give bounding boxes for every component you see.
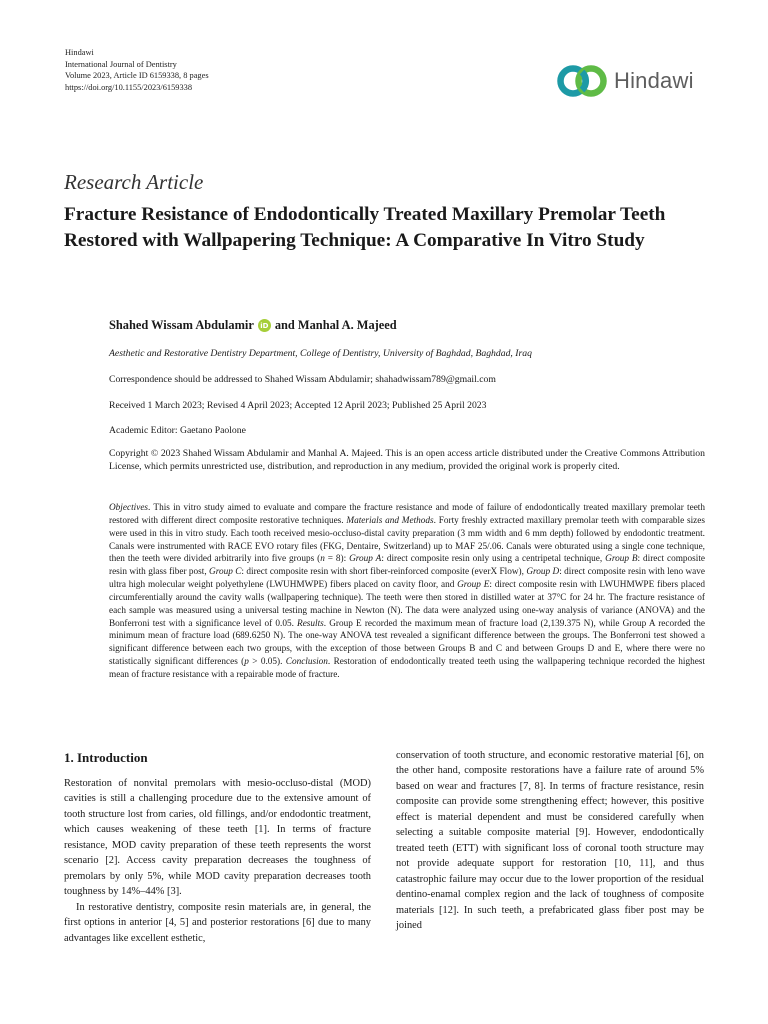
abstract-objectives-label: Objectives (109, 503, 149, 513)
abstract-methods-text: . Forty freshly extracted maxillary premolar teeth with comparable sizes were used in this in vitro study. Each tooth received mesio-occluso-distal cavity preparation (3 mm width and 6 mm depth) followed by endodontic treatment. Canals were instrumented with RACE EVO rotary files (FKG, Dentaire, Switzerland) up to MAF 25/.06. Canals were obturated using a single cone technique, then the teeth were divided arbitrarily into five groups ( (109, 515, 705, 565)
volume-info: Volume 2023, Article ID 6159338, 8 pages (65, 71, 209, 81)
introduction-heading: 1. Introduction (64, 750, 148, 765)
abstract-p-variable: p (244, 657, 249, 668)
abstract-conclusion-label: Conclusion (285, 657, 328, 668)
group-d-text: : direct composite resin with leno wave ultra high molecular weight polyethylene (LWUHMWPE) fibers placed on cavity floor, and (109, 567, 706, 591)
body-column-right (396, 748, 704, 933)
copyright-notice: Copyright © 2023 Shahed Wissam Abdulamir and Manhal A. Majeed. This is an open access article distributed under the Creative Commons Attribution License, which permits unrestricted use, distribution, and reproduction in any medium, provided the original work is properly cited. (109, 448, 705, 472)
group-c-label: Group C (209, 567, 242, 578)
article-type: Research Article (64, 170, 204, 194)
orcid-icon[interactable]: iD (258, 319, 271, 332)
doi-link[interactable]: https://doi.org/10.1155/2023/6159338 (65, 82, 193, 92)
group-e-text: : direct composite resin with LWUHMWPE fibers placed circumferentially around the cavity walls (wallpapering technique). The teeth were then stored in distilled water at 37°C for 24 hr. The fracture resistance of each sample was measured using a universal testing machine in Newton (N). The data were analyzed using one-way analysis of variance (ANOVA) and the Bonferroni test with a significance level of 0.05. (109, 580, 706, 629)
abstract (109, 502, 705, 682)
group-b-text: : direct composite resin with glass fiber post, (109, 554, 706, 578)
abstract-n-variable: n (320, 554, 325, 565)
group-e-label: Group E (457, 580, 490, 591)
publication-dates: Received 1 March 2023; Revised 4 April 2023; Accepted 12 April 2023; Published 25 April 2023 (109, 400, 487, 411)
hindawi-logo-icon (556, 64, 608, 98)
hindawi-logo (556, 64, 694, 98)
journal-meta (65, 47, 209, 93)
abstract-results-text-2: > 0.05). (248, 657, 286, 668)
journal-name: International Journal of Dentistry (65, 59, 177, 69)
group-c-text: : direct composite resin with short fiber-reinforced composite (everX Flow), (241, 567, 527, 578)
academic-editor: Academic Editor: Gaetano Paolone (109, 425, 246, 436)
author-primary: Shahed Wissam Abdulamir (109, 318, 254, 332)
abstract-conclusion-text: . Restoration of endodontically treated teeth using the wallpapering technique recorded the highest mean of fracture resistance with a repairable mode of fracture. (109, 657, 705, 680)
group-d-label: Group D (526, 567, 560, 578)
author-secondary: and Manhal A. Majeed (274, 318, 397, 332)
publisher-name: Hindawi (65, 48, 94, 57)
abstract-objectives-text: . This in vitro study aimed to evaluate and compare the fracture resistance and mode of failure of endodontically treated maxillary premolar teeth restored with different direct composite restorative techniques. (109, 503, 705, 526)
abstract-methods-text-2: = 8): (324, 554, 350, 565)
affiliation: Aesthetic and Restorative Dentistry Department, College of Dentistry, University of Baghdad, Baghdad, Iraq (109, 348, 532, 359)
body-column-left (64, 750, 371, 946)
intro-paragraph-continued: conservation of tooth structure, and economic restorative material [6], on the other hand, composite restorations have a failure rate of around 5% based on wear and fractures [7, 8]. In terms of fracture resistance, resin composite can provide some strengthening effect; however, this positive effect is material dependent and must be considered carefully when selecting a suitable composite material [9]. However, endodontically treated teeth (ETT) with significant loss of coronal tooth structure may not provide adequate support for restoration [10, 11], and thus catastrophic failure may occur due to the lower proportion of the residual dentino-enamal complex region and the lack of toughness of composite materials [12]. In such teeth, a prefabricated glass fiber post may be joined (396, 750, 704, 931)
correspondence: Correspondence should be addressed to Shahed Wissam Abdulamir; shahadwissam789@gmail.com (109, 374, 496, 385)
abstract-results-text: . Group E recorded the maximum mean of fracture load (2,139.375 N), while Group A recorded the minimum mean of fracture load (689.6250 N). The one-way ANOVA test revealed a significant difference between the groups. The Bonferroni test showed a significant difference between each two groups, with the exception of those between Groups B and C and between Groups D and E, where there were no statistically significant differences ( (109, 618, 705, 668)
abstract-methods-label: Materials and Methods (346, 515, 434, 526)
intro-paragraph-1: Restoration of nonvital premolars with mesio-occluso-distal (MOD) cavities is still a challenging procedure due to the extensive amount of tooth structure lost from caries, old fillings, and/or endodontic treatment, which causes weakening of these teeth [1]. In terms of fracture resistance, MOD cavity preparation of these teeth represents the worst scenario [2]. Access cavity preparation decreases the toughness of premolars by only 5%, while MOD cavity preparation decreases tooth toughness by 14%–44% [3]. (64, 778, 371, 898)
intro-paragraph-2: In restorative dentistry, composite resin materials are, in general, the first options in anterior [4, 5] and posterior restorations [6] due to many advantages like excellent esthetic, (64, 901, 371, 944)
abstract-results-label: Results (297, 618, 324, 629)
group-b-label: Group B (605, 554, 638, 565)
author-line (109, 318, 397, 333)
logo-text: Hindawi (614, 68, 694, 93)
group-a-text: : direct composite resin only using a centripetal technique, (381, 554, 606, 565)
article-title: Fracture Resistance of Endodontically Treated Maxillary Premolar Teeth Restored with Wallpapering Technique: A Comparative In Vitro Study (64, 204, 666, 251)
group-a-label: Group A (349, 554, 382, 565)
